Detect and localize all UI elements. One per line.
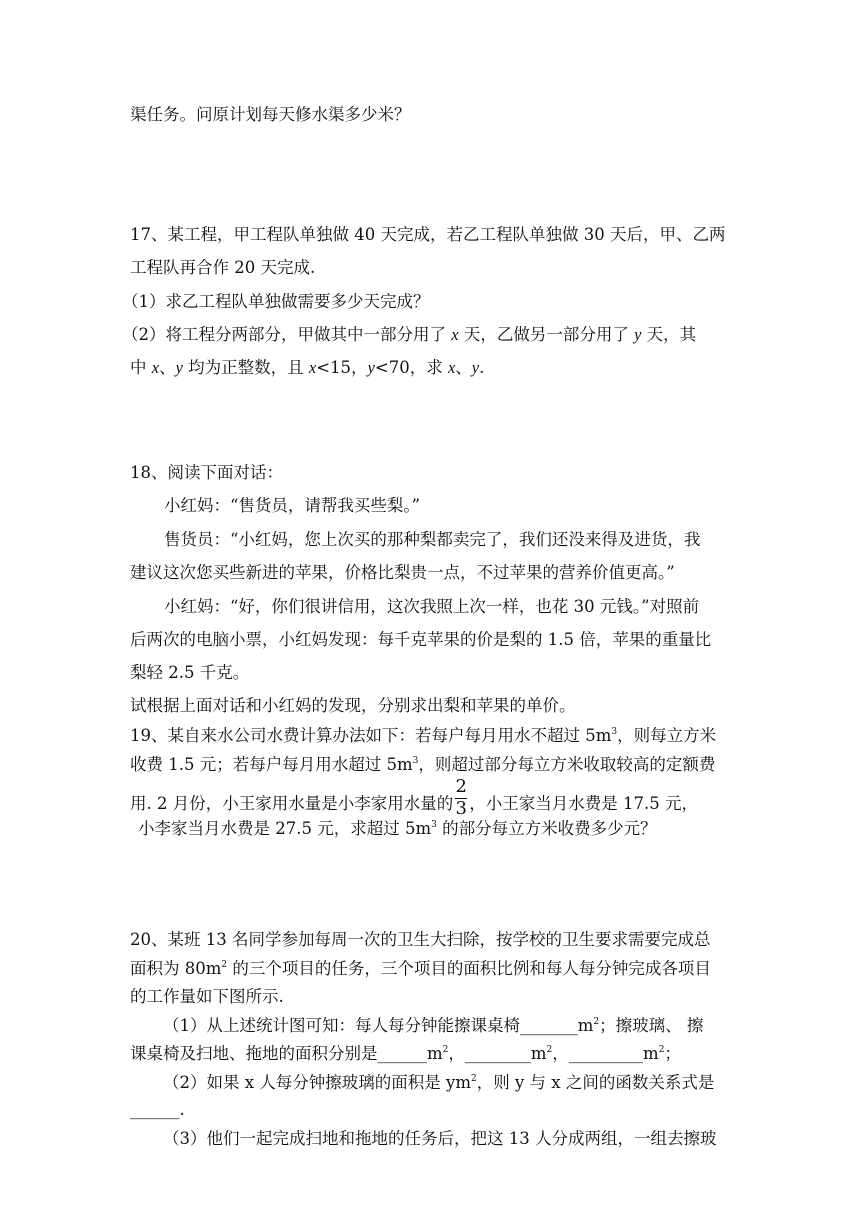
text: . xyxy=(479,358,485,377)
superscript: 3 xyxy=(611,727,618,737)
text: ，则每立方米 xyxy=(617,726,717,745)
superscript: 2 xyxy=(442,1045,449,1055)
answer-blank: _________ xyxy=(568,1044,644,1063)
answer-blank: ________ xyxy=(464,1044,531,1063)
text: <70，求 xyxy=(374,358,448,377)
superscript: 2 xyxy=(593,1017,600,1027)
text: （2）将工程分两部分，甲做其中一部分用了 xyxy=(122,325,452,344)
variable-x: x xyxy=(447,358,456,377)
text: ，小王家当月水费是 17.5 元， xyxy=(469,794,698,813)
problem-20-line-2 xyxy=(130,957,711,981)
text: 课桌椅及扫地、拖地的面积分别是 xyxy=(130,1044,378,1063)
unit: m xyxy=(577,1016,594,1035)
text: 天，其 xyxy=(641,325,697,344)
text: ； xyxy=(664,1044,681,1063)
problem-20-question-1 xyxy=(163,1014,703,1038)
superscript: 2 xyxy=(221,960,228,970)
fraction-numerator: 2 xyxy=(455,776,467,797)
answer-blank: _______ xyxy=(520,1016,578,1035)
superscript: 2 xyxy=(546,1045,553,1055)
text: 面积为 80m xyxy=(130,959,222,978)
problem-18-question: 试根据上面对话和小红妈的发现，分别求出梨和苹果的单价。 xyxy=(130,696,576,715)
text: （1）从上述统计图可知：每人每分钟能擦课桌椅 xyxy=(163,1016,520,1035)
problem-20-question-2-cont: ______. xyxy=(130,1100,185,1119)
problem-19-line-4 xyxy=(138,817,657,841)
text: ， xyxy=(552,1044,569,1063)
unit: m xyxy=(643,1044,659,1063)
problem-17-line-2: 工程队再合作 20 天完成. xyxy=(130,258,316,277)
dialogue-line-3-cont: 梨轻 2.5 千克。 xyxy=(130,663,250,682)
dialogue-line-3: 小红妈：“好，你们很讲信用，这次我照上次一样，也花 30 元钱。”对照前 xyxy=(164,597,700,616)
superscript: 2 xyxy=(471,1074,477,1084)
text: ；擦玻璃、 擦 xyxy=(599,1016,704,1035)
text: 的三个项目的任务，三个项目的面积比例和每人每分钟完成各项目 xyxy=(227,959,711,978)
variable-x: x xyxy=(151,358,160,377)
dialogue-line-2-cont: 建议这次您买些新进的苹果，价格比梨贵一点，不过苹果的营养价值更高。” xyxy=(130,563,675,582)
fraction-denominator: 3 xyxy=(455,798,467,819)
text: 天，乙做另一部分用了 xyxy=(458,325,635,344)
text: （2）如果 x 人每分钟擦玻璃的面积是 ym xyxy=(163,1073,472,1092)
variable-y: y xyxy=(175,358,183,377)
text: 、 xyxy=(159,358,176,377)
problem-18-title: 18、阅读下面对话： xyxy=(130,463,283,482)
text: 中 xyxy=(130,358,152,377)
problem-20-question-1-cont xyxy=(130,1042,681,1066)
text: 小李家当月水费是 27.5 元，求超过 5m xyxy=(138,819,432,838)
problem-20-line-3: 的工作量如下图所示. xyxy=(130,987,284,1006)
superscript: 3 xyxy=(431,820,437,830)
problem-19-line-3 xyxy=(130,776,698,821)
text: 均为正整数，且 xyxy=(182,358,309,377)
problem-17-question-1: （1）求乙工程队单独做需要多少天完成？ xyxy=(122,292,430,311)
problem-20-question-3: （3）他们一起完成扫地和拖地的任务后，把这 13 人分成两组，一组去擦玻 xyxy=(163,1129,717,1148)
variable-y: y xyxy=(471,358,480,377)
problem-19-line-1 xyxy=(130,724,716,748)
dialogue-line-2: 售货员：“小红妈，您上次买的那种梨都卖完了，我们还没来得及进货，我 xyxy=(164,530,701,549)
unit: m xyxy=(427,1044,443,1063)
problem-17-question-2 xyxy=(122,323,696,347)
text: 、 xyxy=(455,358,472,377)
problem-20-line-1: 20、某班 13 名同学参加每周一次的卫生大扫除，按学校的卫生要求需要完成总 xyxy=(130,930,711,949)
answer-blank: ______ xyxy=(377,1044,427,1063)
problem-17-question-2-cont xyxy=(130,356,484,380)
text: ，则 y 与 x 之间的函数关系式是 xyxy=(476,1073,715,1092)
superscript: 3 xyxy=(412,756,419,766)
text: ，则超过部分每立方米收取较高的定额费 xyxy=(418,755,716,774)
text: <15， xyxy=(316,358,368,377)
unit: m xyxy=(530,1044,547,1063)
dialogue-line-3-cont: 后两次的电脑小票，小红妈发现：每千克苹果的价是梨的 1.5 倍，苹果的重量比 xyxy=(130,630,712,649)
text: 的部分每立方米收费多少元？ xyxy=(436,819,657,838)
variable-x: x xyxy=(308,358,317,377)
problem-19-line-2 xyxy=(130,753,715,777)
problem-20-question-2 xyxy=(163,1071,714,1095)
text: 收费 1.5 元；若每户每月用水超过 5m xyxy=(130,755,413,774)
problem-16-continuation: 渠任务。问原计划每天修水渠多少米？ xyxy=(130,105,411,124)
variable-y: y xyxy=(367,358,375,377)
problem-17-line-1: 17、某工程，甲工程队单独做 40 天完成，若乙工程队单独做 30 天后，甲、乙两 xyxy=(130,225,726,244)
text: 用. 2 月份，小王家用水量是小李家用水量的 xyxy=(130,794,454,813)
superscript: 2 xyxy=(658,1045,665,1055)
dialogue-line-1: 小红妈：“售货员，请帮我买些梨。” xyxy=(164,496,421,515)
text: ， xyxy=(448,1044,465,1063)
variable-y: y xyxy=(634,325,642,344)
variable-x: x xyxy=(451,325,459,344)
fraction-two-thirds xyxy=(454,776,468,821)
text: 19、某自来水公司水费计算办法如下：若每户每月用水不超过 5m xyxy=(130,726,612,745)
